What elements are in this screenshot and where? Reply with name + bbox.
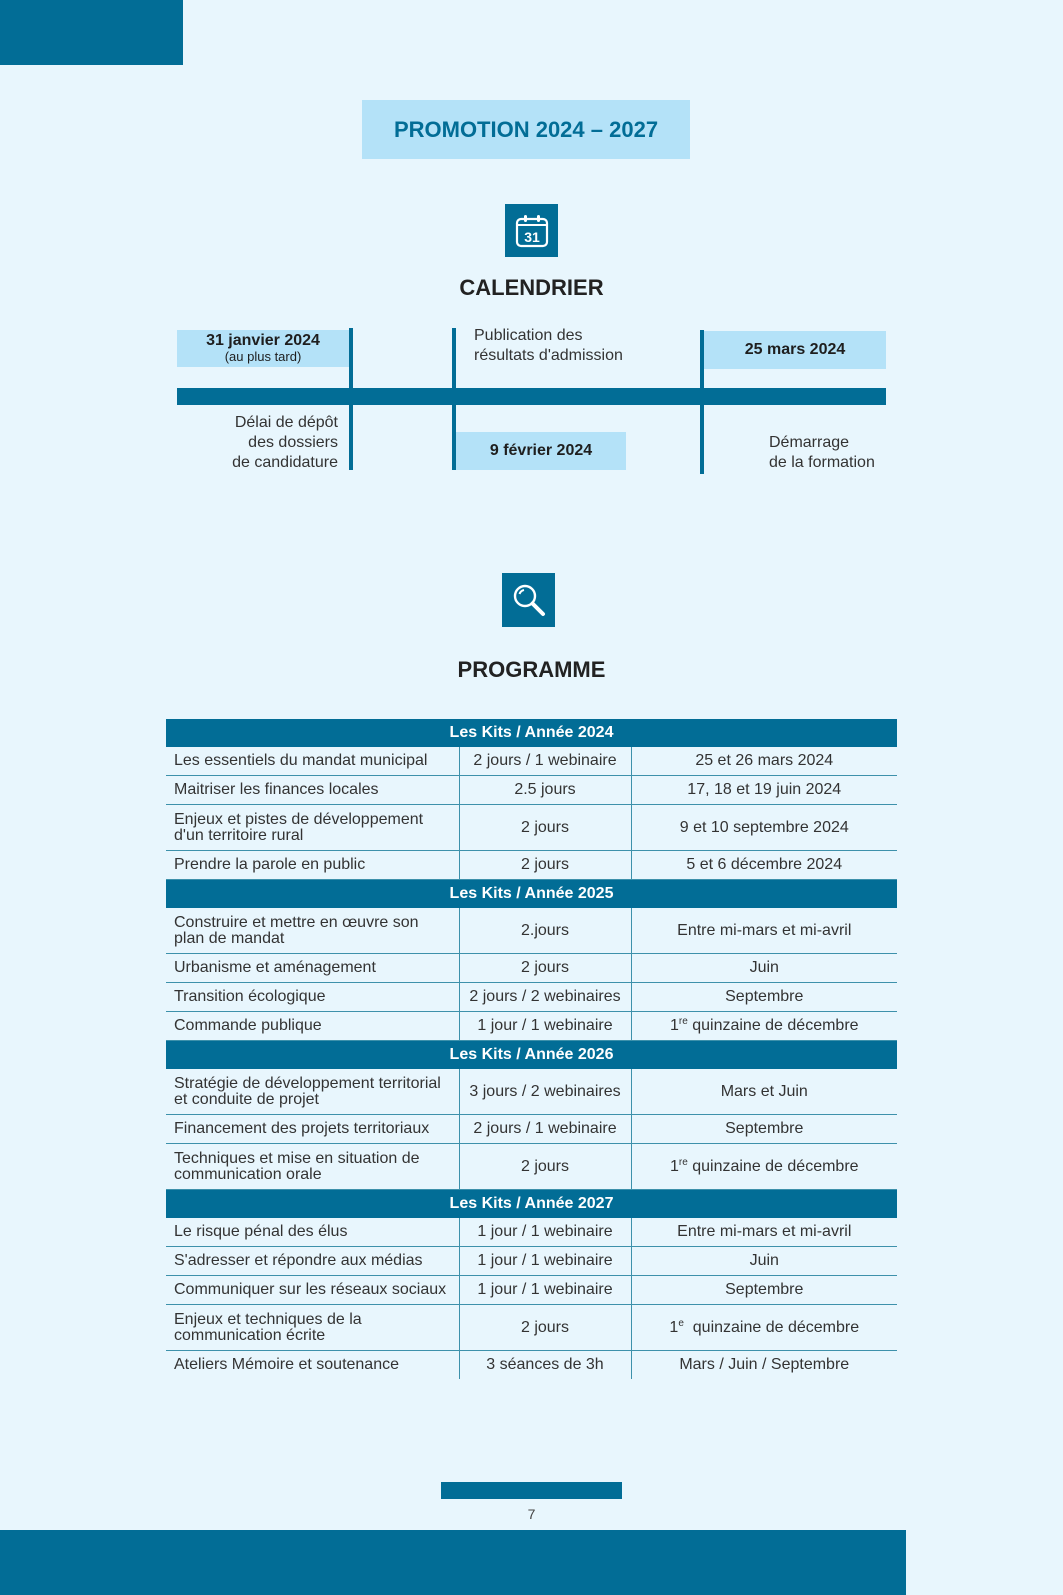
course-duration: 2.5 jours: [459, 776, 631, 805]
milestone-date-1-text: 31 janvier 2024: [206, 332, 320, 350]
calendar-icon-number: 31: [523, 228, 540, 245]
course-date: [631, 1305, 897, 1351]
course-date: Entre mi-mars et mi-avril: [631, 1218, 897, 1247]
table-row: [166, 805, 897, 851]
milestone-label-2-line: résultats d'admission: [474, 347, 623, 364]
course-title: S'adresser et répondre aux médias: [166, 1247, 459, 1276]
corner-decoration: [0, 0, 183, 65]
course-date: 5 et 6 décembre 2024: [631, 851, 897, 880]
course-date: Mars / Juin / Septembre: [631, 1351, 897, 1380]
table-row: [166, 983, 897, 1012]
table-row: [166, 1115, 897, 1144]
footer-band: [0, 1530, 906, 1595]
course-title: Construire et mettre en œuvre son plan de mandat: [166, 908, 459, 954]
course-date: 25 et 26 mars 2024: [631, 747, 897, 776]
course-date-sup: e: [678, 1317, 684, 1329]
course-duration: 2 jours: [459, 954, 631, 983]
timeline-bar: [177, 388, 886, 405]
course-duration: 1 jour / 1 webinaire: [459, 1247, 631, 1276]
milestone-label-1-line: de candidature: [232, 454, 338, 471]
table-row: [166, 1218, 897, 1247]
table-row: [166, 1305, 897, 1351]
page-number: 7: [527, 1506, 536, 1522]
course-duration: 2 jours: [459, 851, 631, 880]
course-date-num: 1: [669, 1157, 679, 1175]
milestone-date-2: [456, 432, 626, 470]
course-title: Communiquer sur les réseaux sociaux: [166, 1276, 459, 1305]
course-date-sup: re: [678, 1016, 688, 1027]
course-title: Maitriser les finances locales: [166, 776, 459, 805]
course-title: Enjeux et pistes de développement d'un territoire rural: [166, 805, 459, 851]
course-title: Le risque pénal des élus: [166, 1218, 459, 1247]
milestone-date-3: [704, 331, 886, 369]
section-header: [166, 880, 897, 909]
course-date: [631, 1012, 897, 1041]
course-date: Septembre: [631, 1115, 897, 1144]
course-date: Juin: [631, 1247, 897, 1276]
course-date: 9 et 10 septembre 2024: [631, 805, 897, 851]
course-date: Septembre: [631, 983, 897, 1012]
section-header-label: Les Kits / Année 2027: [166, 1190, 897, 1219]
milestone-label-1-line: des dossiers: [248, 434, 338, 451]
milestone-date-1: [177, 330, 349, 367]
section-header-label: Les Kits / Année 2025: [166, 880, 897, 909]
milestone-label-3-line: de la formation: [769, 454, 875, 471]
magnifier-icon: [502, 573, 555, 627]
course-title: Prendre la parole en public: [166, 851, 459, 880]
promotion-banner: PROMOTION 2024 – 2027: [362, 100, 690, 159]
course-duration: 2 jours: [459, 805, 631, 851]
table-row: [166, 1144, 897, 1190]
section-header: [166, 719, 897, 747]
table-row: [166, 954, 897, 983]
table-row: [166, 747, 897, 776]
table-row: [166, 908, 897, 954]
course-title: Techniques et mise en situation de communication orale: [166, 1144, 459, 1190]
course-date-num: 1: [669, 1017, 679, 1034]
course-duration: 1 jour / 1 webinaire: [459, 1218, 631, 1247]
course-duration: 2 jours: [459, 1305, 631, 1351]
course-title: Stratégie de développement territorial et conduite de projet: [166, 1069, 459, 1115]
course-duration: 2 jours / 1 webinaire: [459, 1115, 631, 1144]
course-title: Commande publique: [166, 1012, 459, 1041]
table-row: [166, 1351, 897, 1380]
page-number-bar: [441, 1482, 622, 1499]
course-duration: 3 séances de 3h: [459, 1351, 631, 1380]
section-header-label: Les Kits / Année 2026: [166, 1041, 897, 1070]
course-title: Enjeux et techniques de la communication écrite: [166, 1305, 459, 1351]
course-date-rest: quinzaine de décembre: [683, 1318, 860, 1336]
course-date-rest: quinzaine de décembre: [687, 1157, 859, 1175]
course-date: Mars et Juin: [631, 1069, 897, 1115]
course-date: Juin: [631, 954, 897, 983]
course-date: 17, 18 et 19 juin 2024: [631, 776, 897, 805]
milestone-label-1: [180, 413, 338, 473]
course-title: Urbanisme et aménagement: [166, 954, 459, 983]
course-date: Entre mi-mars et mi-avril: [631, 908, 897, 954]
course-date-sup: re: [678, 1156, 688, 1168]
course-date: Septembre: [631, 1276, 897, 1305]
course-title: Les essentiels du mandat municipal: [166, 747, 459, 776]
milestone-label-3-line: Démarrage: [769, 434, 850, 451]
calendar-title: CALENDRIER: [459, 275, 604, 300]
table-row: [166, 1012, 897, 1041]
course-date-rest: quinzaine de décembre: [687, 1017, 859, 1034]
milestone-date-2-text: 9 février 2024: [489, 441, 593, 459]
course-duration: 1 jour / 1 webinaire: [459, 1012, 631, 1041]
milestone-label-3: [769, 433, 909, 473]
section-header-label: Les Kits / Année 2024: [166, 719, 897, 747]
course-title: Ateliers Mémoire et soutenance: [174, 1356, 399, 1373]
course-duration: 3 jours / 2 webinaires: [459, 1069, 631, 1115]
milestone-label-1-line: Délai de dépôt: [234, 414, 338, 431]
timeline-tick-1: [349, 328, 353, 470]
course-duration: 2 jours: [459, 1144, 631, 1190]
course-date-num: 1: [669, 1318, 679, 1336]
milestone-date-1-note: (au plus tard): [224, 349, 302, 365]
milestone-date-3-text: 25 mars 2024: [744, 340, 846, 358]
course-duration: 1 jour / 1 webinaire: [459, 1276, 631, 1305]
course-title: Transition écologique: [166, 983, 459, 1012]
programme-table: [166, 719, 897, 1379]
table-row: [166, 1276, 897, 1305]
table-row: [166, 1247, 897, 1276]
course-duration: 2 jours / 1 webinaire: [459, 747, 631, 776]
milestone-label-2: [474, 326, 694, 366]
section-header: [166, 1041, 897, 1070]
course-title: Financement des projets territoriaux: [166, 1115, 459, 1144]
course-duration: 2 jours / 2 webinaires: [459, 983, 631, 1012]
calendar-icon: [505, 204, 558, 257]
programme-title: PROGRAMME: [457, 657, 606, 682]
table-row: [166, 851, 897, 880]
section-header: [166, 1190, 897, 1219]
milestone-label-2-line: Publication des: [474, 327, 583, 344]
course-duration: 2.jours: [459, 908, 631, 954]
table-row: [166, 1069, 897, 1115]
table-row: [166, 776, 897, 805]
course-date: [631, 1144, 897, 1190]
